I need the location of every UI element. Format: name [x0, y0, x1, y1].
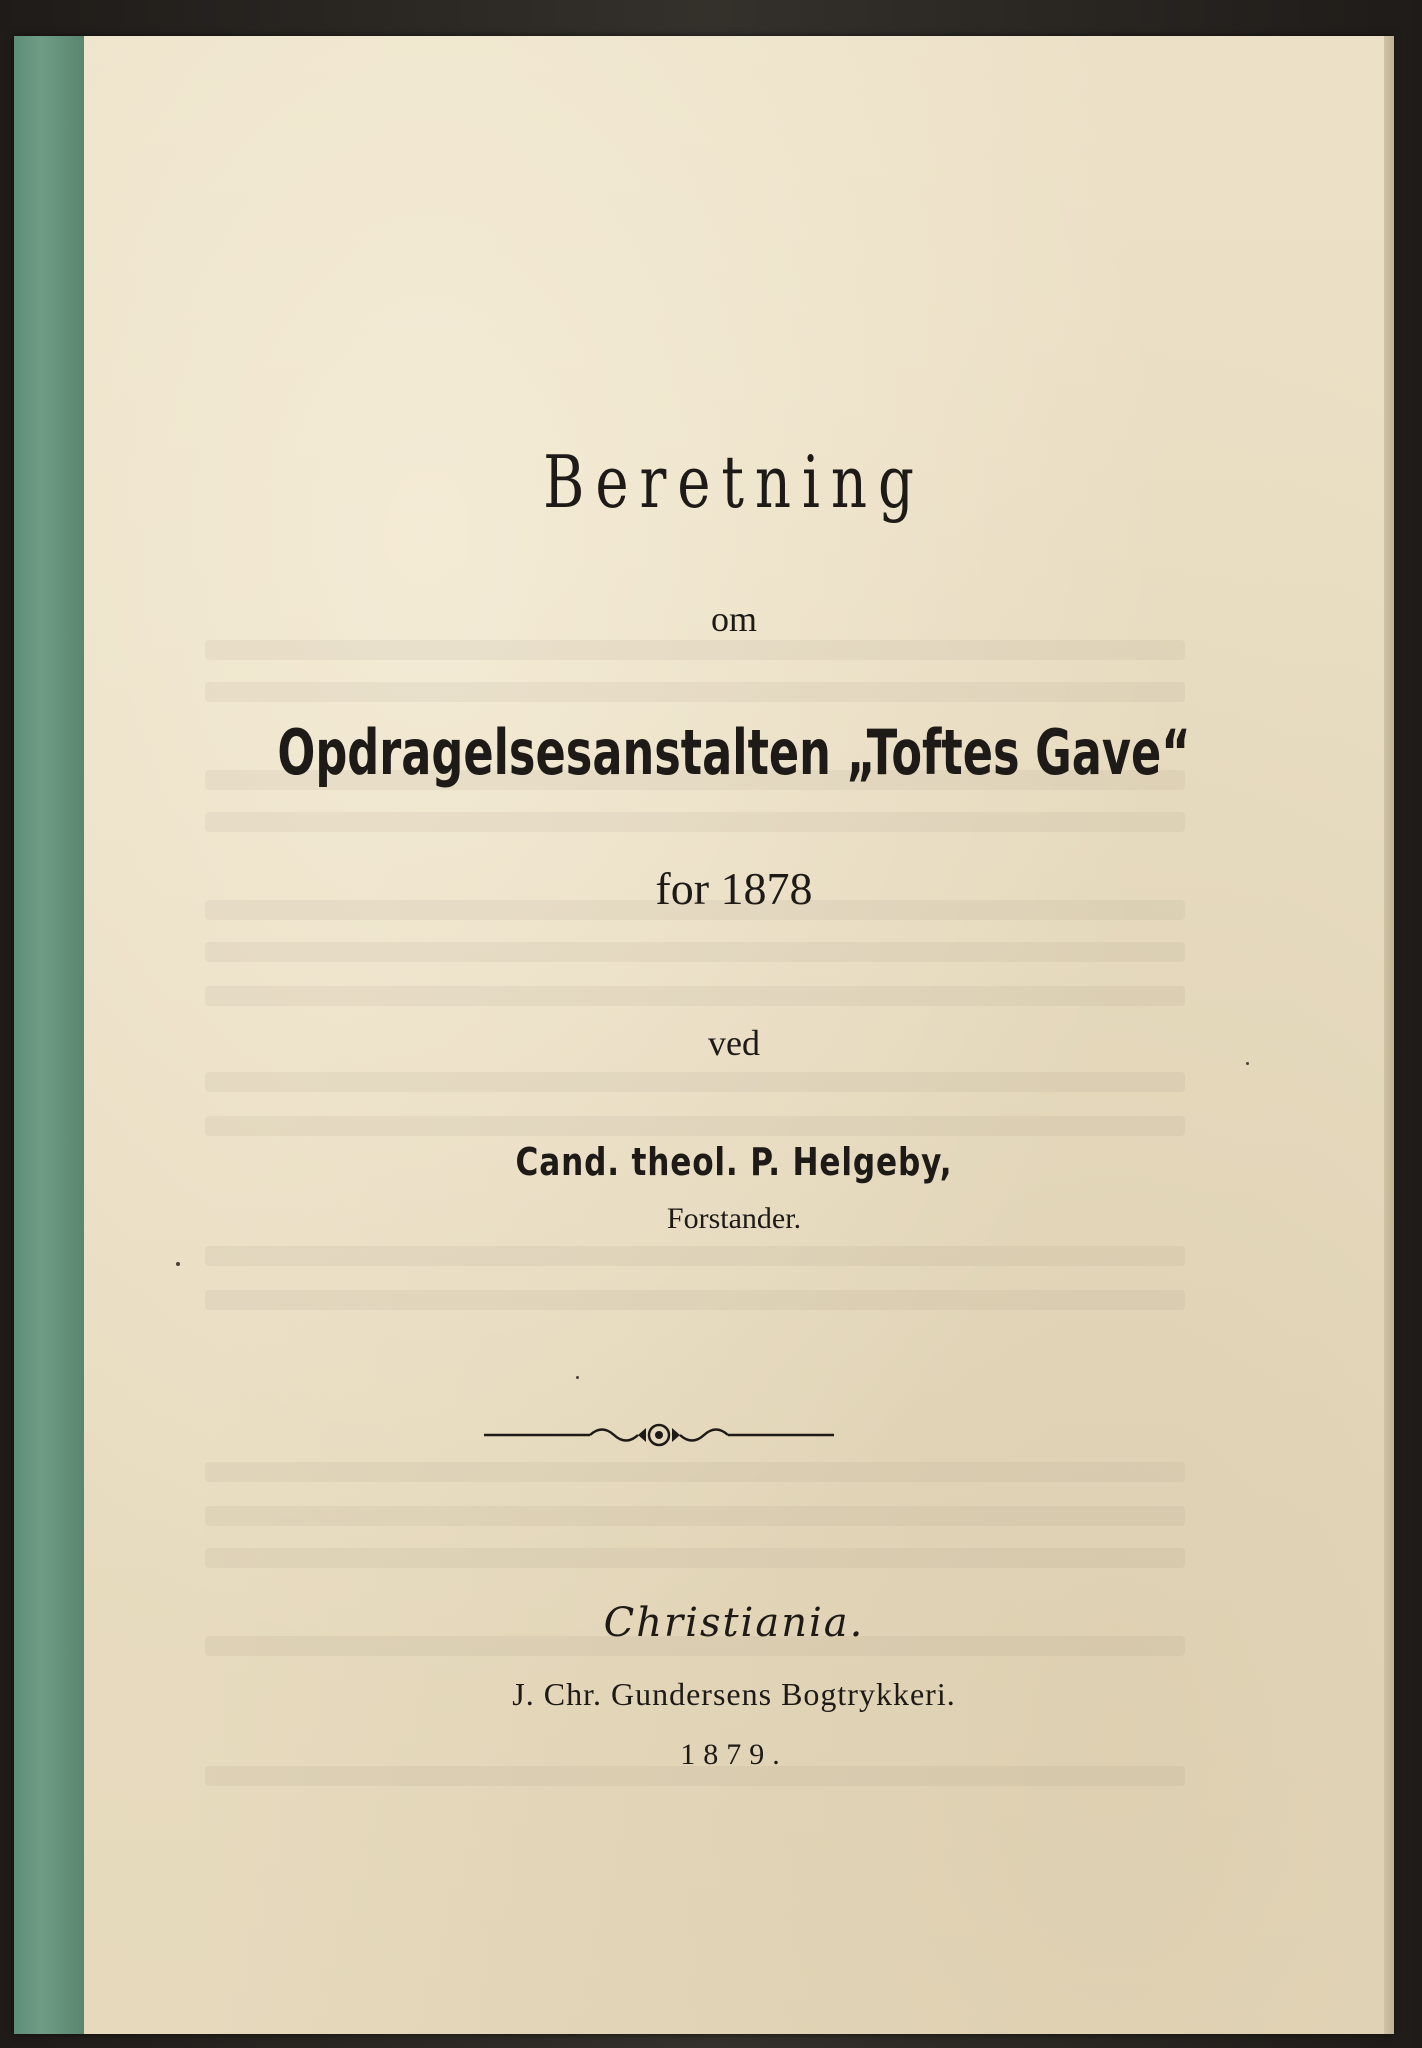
page-edge	[1384, 36, 1394, 2034]
show-through	[205, 1506, 1185, 1526]
printer-name: J. Chr. Gundersens Bogtrykkeri.	[512, 1676, 956, 1712]
green-spine	[14, 36, 84, 2034]
show-through	[205, 1290, 1185, 1310]
publication-place: Christiania.	[603, 1600, 865, 1646]
show-through	[205, 942, 1185, 962]
title-connector: om	[710, 599, 757, 639]
by-line: ved	[708, 1023, 760, 1063]
show-through	[205, 682, 1185, 702]
show-through	[205, 1462, 1185, 1482]
author-role: Forstander.	[666, 1202, 802, 1235]
ink-speck	[176, 1262, 180, 1266]
ink-speck	[576, 1376, 579, 1379]
show-through	[205, 1246, 1185, 1266]
publication-year: 1879.	[680, 1738, 788, 1771]
author-name: Cand. theol. P. Helgeby,	[515, 1140, 953, 1184]
show-through	[205, 1548, 1185, 1568]
show-through	[205, 640, 1185, 660]
report-year: for 1878	[655, 863, 813, 914]
document-title: Beretning	[543, 440, 925, 524]
institution-name: Opdragelsesanstalten „Toftes Gave“	[277, 716, 1191, 789]
show-through	[205, 986, 1185, 1006]
ornament-divider	[484, 1418, 834, 1452]
show-through	[205, 1072, 1185, 1092]
show-through	[205, 812, 1185, 832]
show-through	[205, 1116, 1185, 1136]
